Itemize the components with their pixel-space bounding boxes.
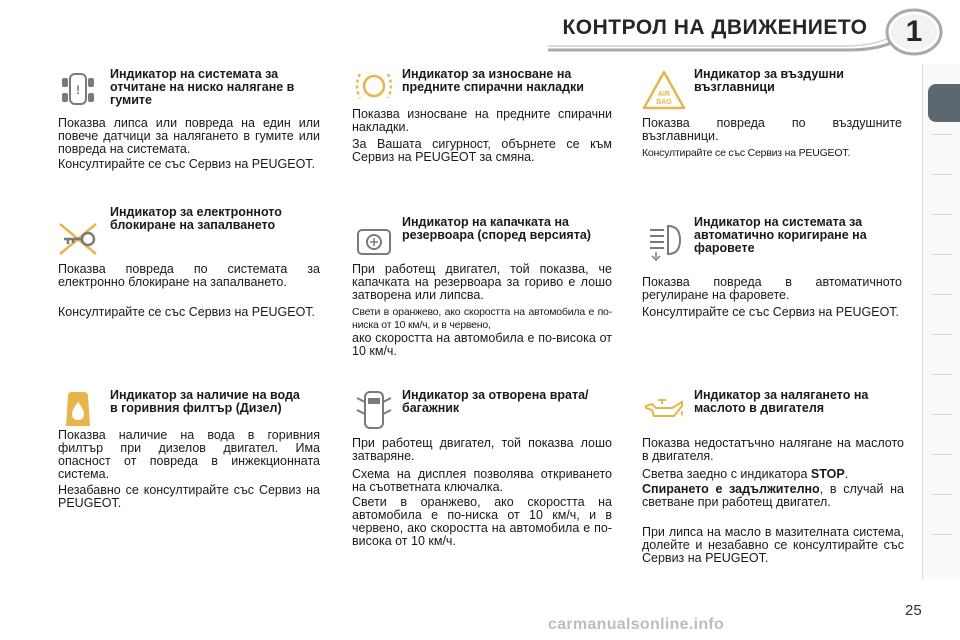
section-title: Индикатор за наличие на вода в горивния филтър (Дизел) [110,388,300,415]
section-text: Схема на дисплея позволява откриването на съответната ключалка. [352,467,612,494]
section-text: Консултирайте се със Сервиз на PEUGEOT. [58,305,316,319]
section-text: Показва липса или повреда на един или повече датчици за налягането в гумите или повреда на системата. [58,116,320,156]
section-text: ако скоростта на автомобила е по-висока от 10 км/ч. [352,331,612,358]
page-title: КОНТРОЛ НА ДВИЖЕНИЕТО [562,16,868,39]
section-title: Индикатор за въздушни възглавници [694,67,844,94]
tab-divider [932,374,952,375]
water-in-fuel-icon [56,388,100,432]
tab-divider [932,414,952,415]
section-text: Консултирайте се със Сервиз на PEUGEOT. [58,157,316,171]
section-text: Свети в оранжево, ако скоростта на автомобила е по-ниска от 10 км/ч, и в червено, ако скоростта на автомобила е по-висока от 10 км/ч. [352,495,612,548]
airbag-warning-icon [642,68,686,112]
watermark: carmanualsonline.info [548,616,725,633]
tab-divider [932,494,952,495]
section-text: При липса на масло в мазителната система, долейте и незабавно се консултирайте със Сервиз на PEUGEOT. [642,525,904,565]
section-text: Показва повреда по въздушните възглавници. [642,116,902,143]
section-text: При работещ двигател, той показва, че капачката на резервоара за гориво е лошо затворена или липсва. [352,262,612,302]
section-title: Индикатор на системата за отчитане на ниско налягане в гумите [110,67,295,107]
section-text: За Вашата сигурност, обърнете се към Сервиз на PEUGEOT за смяна. [352,137,612,164]
brake-pad-wear-icon [352,64,396,108]
section-text-stop [642,468,904,481]
section-text: Показва повреда по системата за електронно блокиране на запалването. [58,262,320,289]
page-number: 25 [905,602,922,619]
section-title: Индикатор на системата за автоматично коригиране на фаровете [694,215,867,255]
tab-divider [932,174,952,175]
chapter-number: 1 [905,15,923,48]
section-title: Индикатор за налягането на маслото в двигателя [694,388,869,415]
text-run: . [844,467,849,481]
tab-divider [932,454,952,455]
headlamp-levelling-icon [642,218,686,262]
tab-divider [932,294,952,295]
section-title: Индикатор за електронното блокиране на запалването [110,205,282,232]
section-text: При работещ двигател, той показва лошо затваряне. [352,436,612,463]
text-run: , в случай на светване при работещ двигател. [642,482,904,509]
section-text: Незабавно се консултирайте със Сервиз на PEUGEOT. [58,483,320,510]
mandatory-stop-label: Спирането е задължително [642,482,820,496]
section-text-small: Свети в оранжево, ако скоростта на автомобила е по-ниска от 10 км/ч, и в червено, [352,306,612,331]
section-text-small: Консултирайте се със Сервиз на PEUGEOT. [642,147,851,159]
immobiliser-key-icon [56,218,100,262]
section-text: Показва наличие на вода в горивния филтър при дизелов двигател. Има опасност от повреда в инжекционната система. [58,428,320,481]
section-text: Показва износване на предните спирачни накладки. [352,107,612,134]
svg-text:AIR: AIR [657,91,671,98]
stop-label: STOP [810,467,845,481]
chapter-tab-strip [922,64,960,580]
section-text: Показва повреда в автоматичното регулиране на фаровете. [642,275,902,302]
fuel-cap-icon [352,220,396,264]
svg-text:BAG: BAG [656,99,672,106]
tab-divider [932,534,952,535]
tab-divider [932,214,952,215]
tab-divider [932,134,952,135]
section-text: Консултирайте се със Сервиз на PEUGEOT. [642,305,900,319]
section-title: Индикатор на капачката на резервоара (според версията) [402,215,591,242]
section-title: Индикатор за износване на предните спирачни накладки [402,67,584,94]
tab-divider [932,254,952,255]
tyre-pressure-warning-icon [56,68,100,112]
active-chapter-tab[interactable] [928,84,960,122]
tab-divider [932,334,952,335]
section-title: Индикатор за отворена врата/багажник [402,388,589,415]
section-text-mandatory-stop [642,483,904,509]
svg-text:!: ! [76,83,80,97]
door-open-icon [352,388,396,432]
text-run: Светва заедно с индикатора [642,467,811,481]
oil-pressure-icon [642,386,686,430]
section-text: Показва недостатъчно налягане на маслото в двигателя. [642,436,904,463]
